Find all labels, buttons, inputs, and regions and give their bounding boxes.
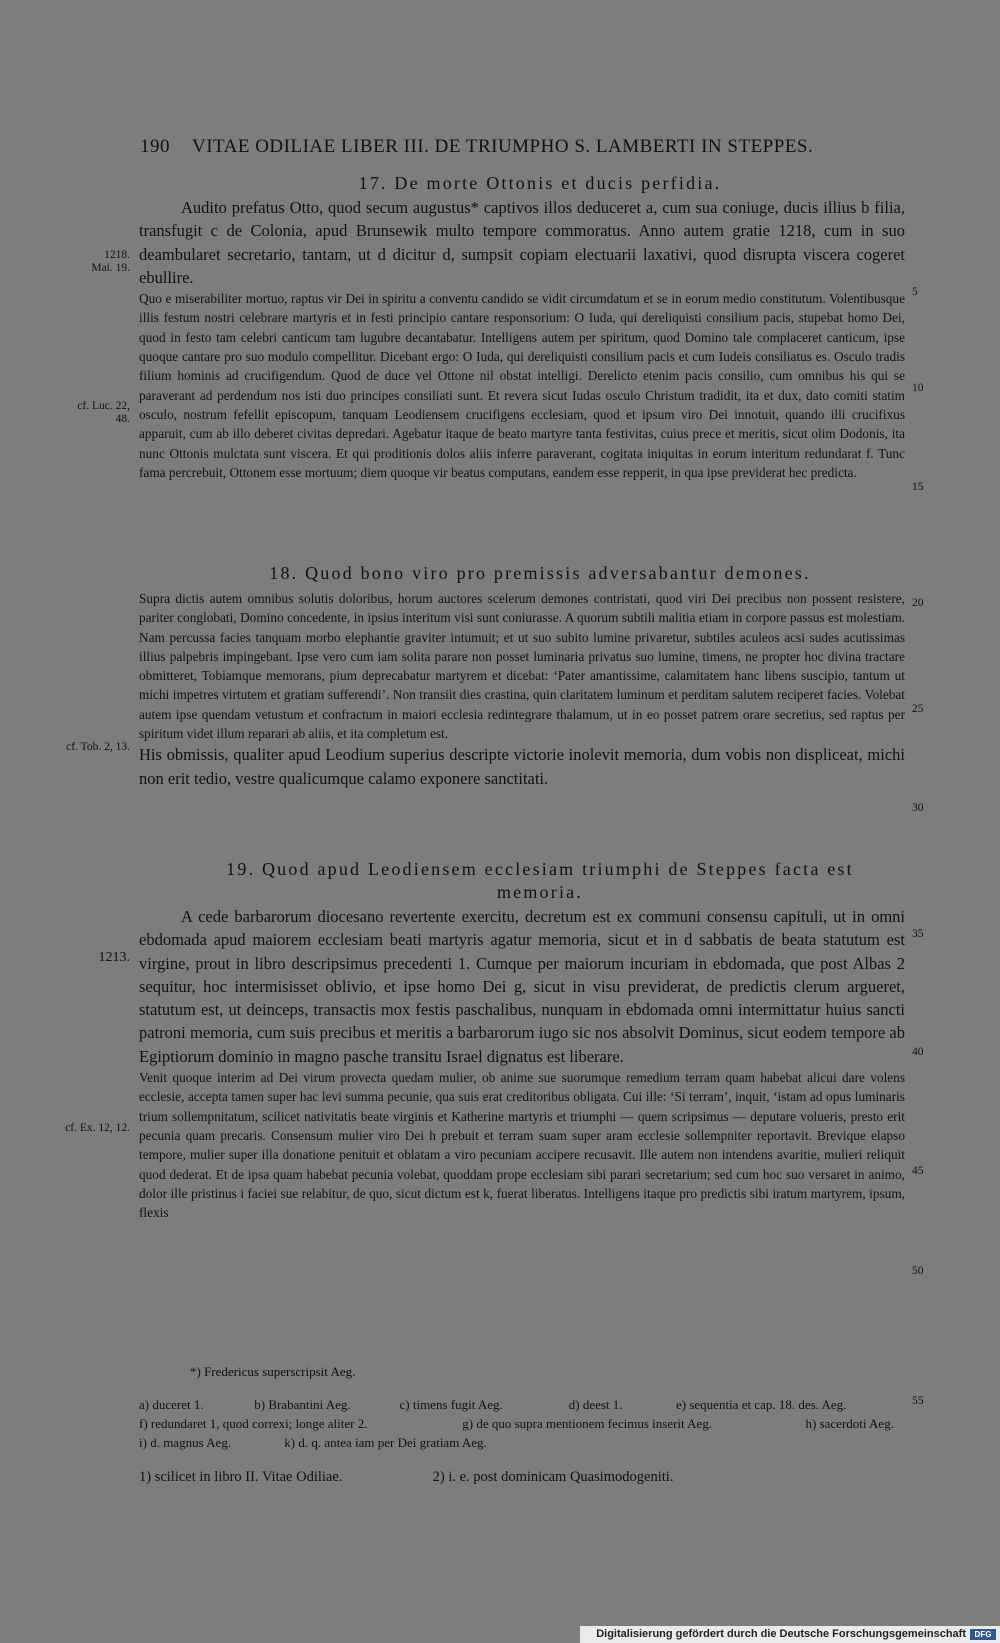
line-number: 20 (912, 597, 924, 609)
footnote-a: a) duceret 1. (139, 1397, 204, 1412)
chapter-18-small-paragraph: Supra dictis autem omnibus solutis doloribus, horum auctores scelerum demones contristati, quod viri Dei precibus non possent resistere, pariter conglobati, Domino concedente, in ipsius interitum visi sunt coniurasse. A quorum subtili malitia etiam in corpore passus est molestiam. Nam percussa facies tanquam morbo elephantie graviter intumuit; et ut suo subito lumine privaretur, subtiles aculeos acsi sudes acutissimas illius palpebris impingebant. Ipse vero cum iam solita parare non posset luminaria privatus suo lumine, timens, ne propter hoc divina tractare obmitteret, Tobiamque memorans, pium deprecabatur martyrem et dicebat: ‘Pater amantissime, calamitatem hanc libens suscipio, tantum ut michi impetres virtutem et gratiam sufferendi’. Non transiit dies crastina, quin claritatem luminum et perditam salutem reciperet facies. Volebat autem ipse quendam vetustum et confractum in maiori ecclesia redintegrare thalamum, ut in eo posset patrem orare secretius, sed raptus per spiritum videt illum reparari ab aliis, et ita completum est. (139, 591, 905, 742)
line-number: 40 (912, 1046, 924, 1058)
page-number: 190 (140, 136, 170, 157)
line-number: 30 (912, 802, 924, 814)
explanatory-notes (139, 1468, 919, 1487)
footnote-b: b) Brabantini Aeg. (254, 1397, 351, 1412)
chapter-19-small-paragraph: Venit quoque interim ad Dei virum provecta quedam mulier, ob anime sue suorumque remedium terram quam habebat alicui dare volens ecclesie, accepta tamen super hac levi summa pecunie, qua suis erat creditoribus obligata. Cui ille: ‘Si terram’, inquit, ‘istam ad opus luminaris trium sollempnitatum, scilicet nativitatis beate virginis et Katherine martyris et triumphi — quem scripsimus — deputare volueris, presto erit pecunia quam precaris. Consensum mulier viro Dei h prebuit et terram suam super aram ecclesie sollempniter reportavit. Brevique elapso tempore, mulier super illa donatione penituit et oblatam a viro pecuniam accipere recusavit. Ille autem non intendens avaritie, mulieri reliquit quod dederat. Et de ipsa quam habebat pecunia volebat, quoddam prope ecclesiam sibi parari secretarium; sed cum hoc suo versaret in animo, dolor ille pristinus i faciei sue relabitur, de quo, sicut dictum est k, fuerat liberatus. Intelligens itaque pro predictis sibi iratum martyrem, ipsum, flexis (139, 1070, 905, 1221)
line-number: 45 (912, 1165, 924, 1177)
footnote-f: f) redundaret 1, quod correxi; longe aliter 2. (139, 1416, 368, 1431)
line-number: 35 (912, 928, 924, 940)
note-1: 1) scilicet in libro II. Vitae Odiliae. (139, 1469, 343, 1485)
footnote-i: i) d. magnus Aeg. (139, 1435, 232, 1450)
margin-note-date-1213: 1213. (98, 950, 130, 965)
critical-apparatus-row-2 (139, 1414, 919, 1433)
chapter-19-body (139, 905, 905, 1222)
footnote-h: h) sacerdoti Aeg. (805, 1416, 894, 1431)
chapter-17-small-paragraph: Quo e miserabiliter mortuo, raptus vir Dei in spiritu a conventu candido se vidit circumdatum et se in eorum medio constitutum. Volentibusque illis festum nostri celebrare martyris et in festi principio cantare responsorium: O Iuda, qui dereliquisti consilium pacis, stupebat homo Dei, quod in festo tam celebri canticum tam lugubre decantabatur. Intelligens autem per spiritum, quod Domino tale complaceret canticum, ipse quoque cantare pro suo modulo compellitur. Dicebant ergo: O Iuda, qui dereliquisti consilium pacis et cum Iudeis consiliatus es. Osculo tradis filium hominis ad crucifigendum. Quod de duce vel Ottone nil obstat intelligi. Derelicto etenim pacis consilio, cum omnibus his qui se paraverant ad perdendum nos isti duo principes consiliati sunt. Et revera sicut Iudas osculo Christum tradidit, ita et dux, dato comiti statim osculo, nostrum fefellit episcopum, tanquam Leodiensem crucifigens ecclesiam, quod et ipsum viro Dei innotuit, quando illi crucifixus apparuit, cum ab illo deberet civitas depredari. Agebatur itaque de beato martyre tanta festivitas, cuius prece et meritis, sicut olim Dodonis, ita nunc Ottonis mulctata sunt viscera. Et qui proditionis dolos aliis inferre paraverant, cogitata iniquitas in eorum interitum redundarat f. Tunc fama percrebuit, Ottonem esse mortuum; diem quoque vir beatus computans, eandem esse repperit, in qua ipse previderat hec predicta. (139, 291, 905, 480)
chapter-19-heading: 19. Quod apud Leodiensem ecclesiam triumphi de Steppes facta est memoria. (226, 859, 854, 902)
margin-note-ex: cf. Ex. 12, 12. (65, 1122, 130, 1134)
chapter-18-heading: 18. Quod bono viro pro premissis adversabantur demones. (269, 563, 811, 583)
chapter-18-tail-paragraph: His obmissis, qualiter apud Leodium superius descripte victorie inolevit memoria, dum vobis non displiceat, michi non erit tedio, vestre qualicumque calamo exponere sanctitati. (139, 745, 905, 788)
line-number: 15 (912, 481, 924, 493)
line-number: 5 (912, 286, 918, 298)
running-header (140, 136, 900, 158)
margin-note-tob: cf. Tob. 2, 13. (66, 741, 130, 753)
footnote-g: g) de quo supra mentionem fecimus inserit Aeg. (462, 1416, 713, 1431)
funding-bar (580, 1626, 1000, 1643)
margin-note-luc: cf. Luc. 22, 48. (77, 400, 130, 425)
chapter-19-paragraph: A cede barbarorum diocesano revertente exercitu, decretum est ex communi consensu capituli, ut in omni ebdomada apud maiorem ecclesiam beati martyris agatur memoria, sicut et in d sabbatis de beata statutum est virgine, prout in libro descripsimus precedenti 1. Cumque per maiorum incuriam in ebdomada, que post Albas 2 sequitur, hoc intermisisset oblivio, et ipse homo Dei g, sicut in visu previderat, de predictis clerum argueret, statutum est, ut deinceps, transactis mox festis paschalibus, nunquam in ebdomada omni intermittatur huius sancti patroni memoria, cum suis precibus et meritis a barbarorum iugo sic nos absolvit Dominus, sicut eodem tempore ab Egiptiorum dominio in magno pasche transitu Israel dignatus est liberare. (139, 907, 905, 1066)
chapter-17-heading: 17. De morte Ottonis et ducis perfidia. (358, 173, 722, 193)
note-2: 2) i. e. post dominicam Quasimodogeniti. (432, 1469, 674, 1485)
critical-apparatus-row-3 (139, 1433, 919, 1452)
line-number: 55 (912, 1395, 924, 1407)
dfg-logo-icon: DFG (970, 1629, 996, 1640)
chapter-17-body (139, 196, 905, 482)
margin-note-date-1218: 1218. Mai. 19. (91, 249, 130, 274)
funding-text: Digitalisierung gefördert durch die Deutsche Forschungsgemeinschaft (596, 1628, 966, 1640)
running-title: VITAE ODILIAE LIBER III. DE TRIUMPHO S. LAMBERTI IN STEPPES. (192, 136, 814, 157)
footnote-e: e) sequentia et cap. 18. des. Aeg. (676, 1397, 847, 1412)
line-number: 50 (912, 1265, 924, 1277)
chapter-18-body (139, 589, 905, 790)
footnote-star: *) Fredericus superscripsit Aeg. (190, 1364, 356, 1379)
line-number: 25 (912, 703, 924, 715)
footnote-k: k) d. q. antea iam per Dei gratiam Aeg. (284, 1435, 487, 1450)
footnote-d: d) deest 1. (568, 1397, 623, 1412)
chapter-17-paragraph: Audito prefatus Otto, quod secum augustus* captivos illos deduceret a, cum sua coniuge, ducis illius b filia, transfugit c de Colonia, apud Brunsewik multo tempore commoratus. Anno autem gratie 1218, cum in suo deambularet secretario, tantam, ut d dicitur d, sumpsit copiam electuarii laxativi, quod disrupta viscera cogeret ebullire. (139, 198, 905, 287)
footnote-c: c) timens fugit Aeg. (399, 1397, 503, 1412)
critical-apparatus-row-1 (139, 1395, 919, 1414)
line-number: 10 (912, 382, 924, 394)
